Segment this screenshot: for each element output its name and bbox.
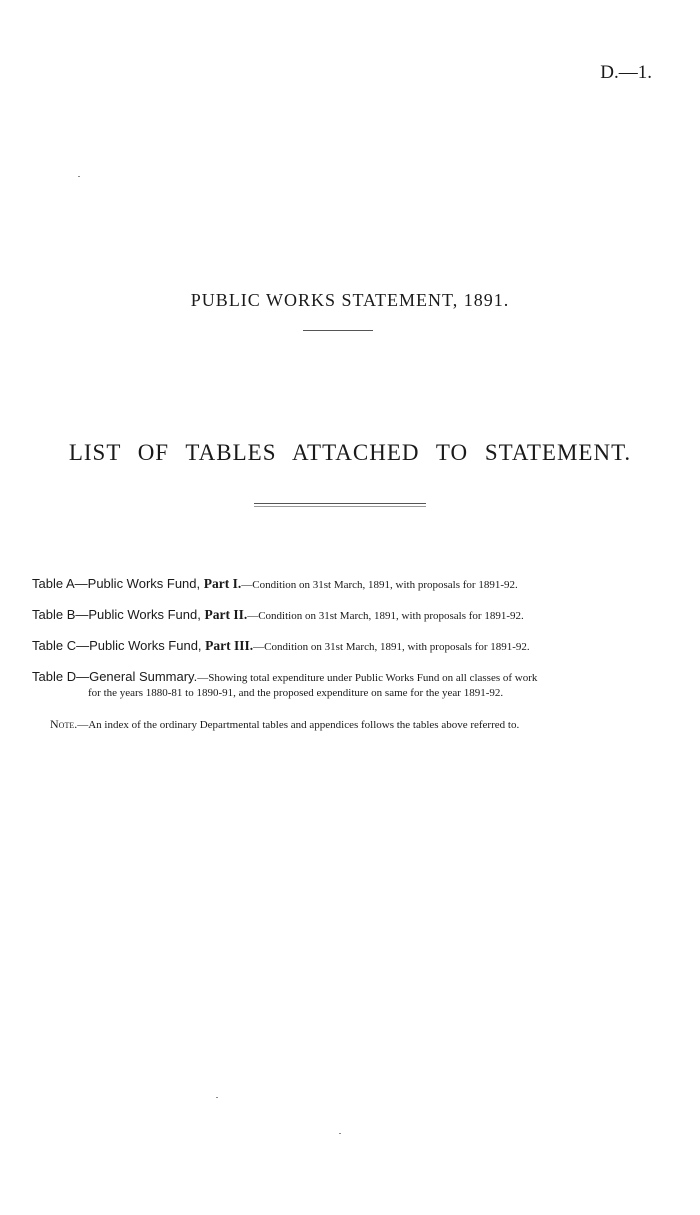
table-description: —Condition on 31st March, 1891, with proposals for 1891-92.	[247, 610, 524, 622]
page-title: PUBLIC WORKS STATEMENT, 1891.	[190, 290, 510, 310]
table-label: Table C—	[32, 638, 90, 653]
list-heading: LIST OF TABLES ATTACHED TO STATEMENT.	[68, 440, 632, 465]
table-part: Part II.	[204, 607, 248, 622]
footnote	[50, 717, 690, 732]
table-name: Public Works Fund,	[89, 638, 206, 653]
note-text: —An index of the ordinary Departmental tables and appendices follows the tables above referred to.	[77, 719, 520, 731]
table-description: —Condition on 31st March, 1891, with proposals for 1891-92.	[253, 641, 530, 653]
table-label: Table A—	[32, 576, 88, 591]
table-description: —Condition on 31st March, 1891, with proposals for 1891-92.	[241, 579, 518, 591]
table-entry-a	[32, 576, 672, 593]
table-label: Table B—	[32, 607, 89, 622]
table-entry-b	[32, 607, 672, 624]
title-divider	[303, 330, 373, 331]
heading-divider-lower	[254, 506, 426, 507]
scan-speck	[216, 1097, 218, 1098]
document-reference: D.—1.	[600, 62, 652, 83]
table-entry-c	[32, 638, 672, 655]
table-name: Public Works Fund,	[87, 576, 204, 591]
table-name: General Summary.	[89, 669, 198, 684]
heading-divider	[254, 503, 426, 504]
table-name: Public Works Fund,	[88, 607, 205, 622]
tables-list	[32, 576, 672, 715]
table-label: Table D—	[32, 669, 90, 684]
note-label: Note.	[50, 717, 78, 731]
table-part: Part III.	[205, 638, 254, 653]
scan-speck	[78, 176, 80, 177]
table-description-continued: for the years 1880-81 to 1890-91, and the proposed expenditure on same for the year 1891-92.	[88, 687, 504, 699]
table-part: Part I.	[203, 576, 242, 591]
table-entry-d	[32, 669, 672, 701]
scan-speck	[339, 1133, 341, 1134]
table-description: —Showing total expenditure under Public Works Fund on all classes of work	[197, 672, 538, 684]
